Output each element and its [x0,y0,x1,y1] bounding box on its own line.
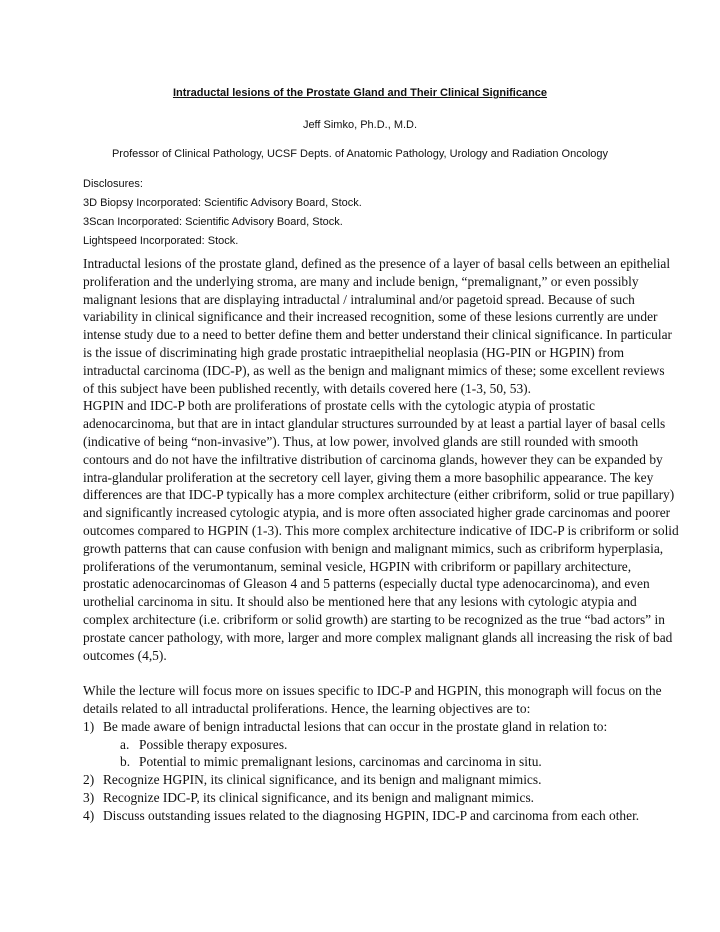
disclosure-item: 3D Biopsy Incorporated: Scientific Advisory Board, Stock. [83,197,362,209]
objective-subitem-text: Potential to mimic premalignant lesions, carcinomas and carcinoma in situ. [139,754,542,770]
objective-number: 3) [83,789,95,805]
disclosure-item: Lightspeed Incorporated: Stock. [83,235,239,247]
objective-subitem-letter: b. [120,754,131,770]
objective-item [83,789,679,807]
body-text [83,255,679,825]
disclosures-heading: Disclosures: [83,178,143,190]
objective-text: Be made aware of benign intraductal lesions that can occur in the prostate gland in relation to: [103,718,608,734]
paragraph-spacer [83,664,679,682]
objective-number: 4) [83,807,95,823]
objective-item [83,718,679,736]
learning-objectives-list [83,718,679,825]
disclosures-section [83,175,643,251]
objective-subitem-letter: a. [120,736,130,752]
objective-text: Recognize HGPIN, its clinical significance, and its benign and malignant mimics. [103,772,542,788]
objective-subitem [83,736,679,754]
objective-subitem [83,753,679,771]
paragraph-objectives-intro: While the lecture will focus more on issues specific to IDC-P and HGPIN, this monograph will focus on the details related to all intraductal proliferations. Hence, the learning objectives are to: [83,683,662,716]
paragraph-hgpin-idcp: HGPIN and IDC-P both are proliferations of prostate cells with the cytologic atypia of prostatic adenocarcinoma, but that are in intact glandular structures surrounded by at least a partial layer of basal cells (indicative of being “non-invasive”). Thus, at low power, involved glands are still rounded with smooth contours and do not have the infiltrative distribution of carcinoma glands, however they can be expanded by intra-glandular proliferation at the secretory cell layer, giving them a more basophilic appearance. The key differences are that IDC-P typically has a more complex architecture (either cribriform, solid or true papillary) and significantly increased cytologic atypia, and is more often associated higher grade carcinomas and poorer outcomes compared to HGPIN (1-3). This more complex architecture indicative of IDC-P is cribriform or solid growth patterns that can cause confusion with benign and malignant mimics, such as cribriform hyperplasia, proliferations of the verumontanum, seminal vesicle, HGPIN with cribriform or papillary architecture, prostatic adenocarcinomas of Gleason 4 and 5 patterns (especially ductal type adenocarcinoma), and even urothelial carcinoma in situ. It should also be mentioned here that any lesions with cytologic atypia and complex architecture (i.e. cribriform or solid growth) are starting to be recognized as the true “bad actors” in prostate cancer pathology, with more, larger and more complex malignant glands all increasing the risk of bad outcomes (4,5). [83,398,679,663]
objective-subitem-text: Possible therapy exposures. [139,736,288,752]
author-affiliation: Professor of Clinical Pathology, UCSF Depts. of Anatomic Pathology, Urology and Radiation Oncology [111,148,609,160]
objective-text: Recognize IDC-P, its clinical significance, and its benign and malignant mimics. [103,789,535,805]
objective-item [83,807,679,825]
objective-number: 2) [83,772,95,788]
objective-text: Discuss outstanding issues related to the diagnosing HGPIN, IDC-P and carcinoma from each other. [103,807,640,823]
objective-number: 1) [83,718,95,734]
document-title: Intraductal lesions of the Prostate Gland and Their Clinical Significance [172,87,548,99]
paragraph-introduction: Intraductal lesions of the prostate gland, defined as the presence of a layer of basal cells between an epithelial proliferation and the underlying stroma, are many and include benign, “premalignant,” or even possibly malignant lesions that are displaying intraductal / intraluminal and/or pagetoid spread. Because of such variability in clinical significance and their increased recognition, some of these lesions currently are under intense study due to a need to better define them and better understand their clinical significance. In particular is the issue of discriminating high grade prostatic intraepithelial neoplasia (HG-PIN or HGPIN) from intraductal carcinoma (IDC-P), as well as the benign and malignant mimics of these; some excellent reviews of this subject have been published recently, with details covered here (1-3, 50, 53). [83,256,672,396]
disclosure-item: 3Scan Incorporated: Scientific Advisory Board, Stock. [83,216,343,228]
author-name: Jeff Simko, Ph.D., M.D. [302,119,418,131]
objective-item [83,771,679,789]
